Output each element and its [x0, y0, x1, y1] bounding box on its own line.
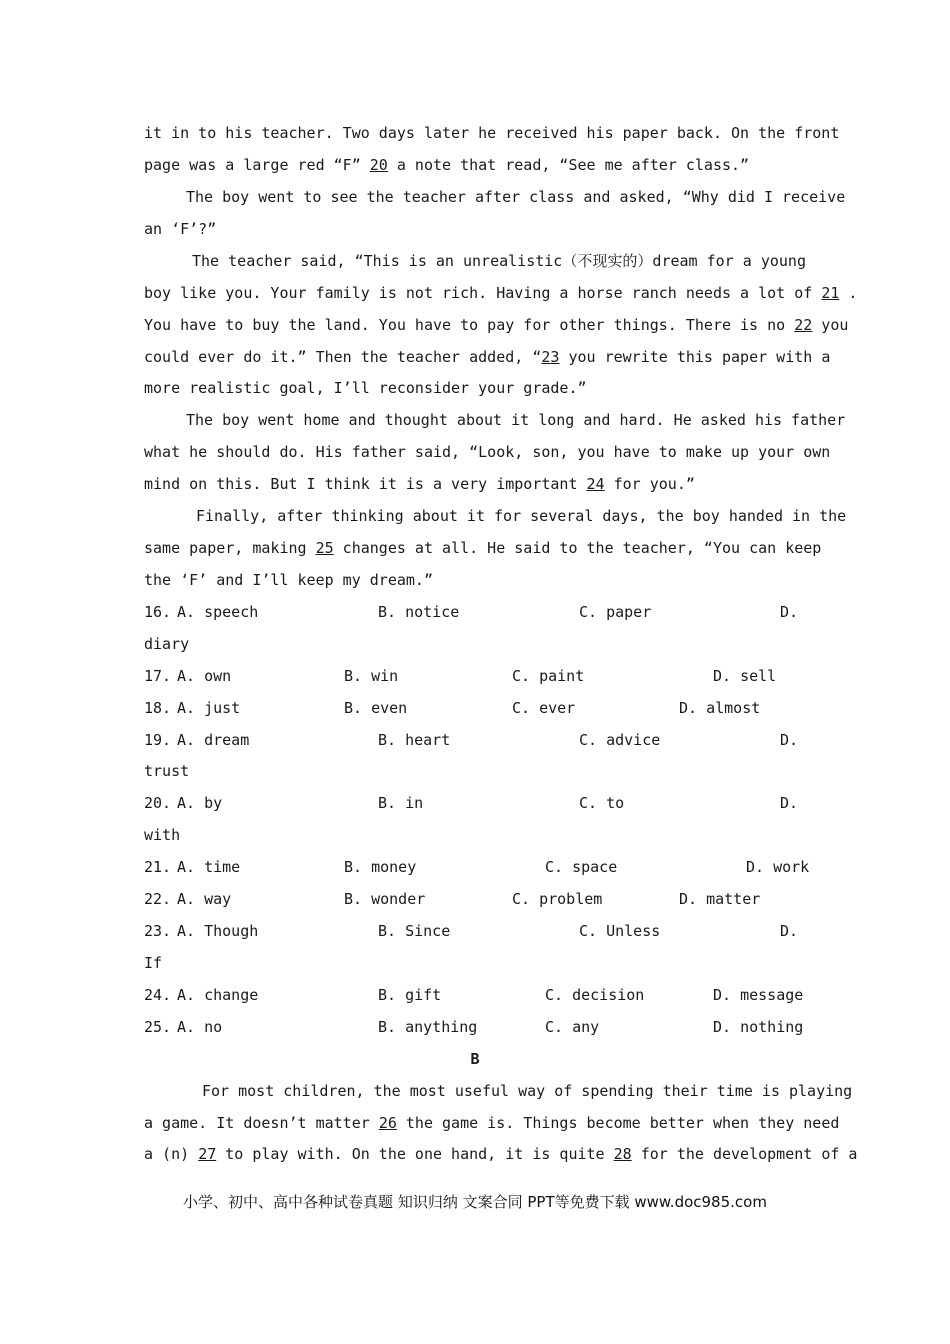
- question-number: 20.: [144, 794, 172, 812]
- option-b: B. money: [344, 858, 417, 876]
- passage-line: The boy went to see the teacher after class and asked, “Why did I receive: [186, 188, 846, 206]
- option-c: C. to: [579, 794, 625, 812]
- option-b: B. notice: [378, 603, 460, 621]
- passage-line: boy like you. Your family is not rich. Having a horse ranch needs a lot of 21 .: [144, 284, 858, 302]
- option-d: D.: [780, 794, 799, 812]
- option-d-text: trust: [144, 762, 190, 780]
- blank-24: 24: [586, 475, 605, 493]
- option-a: A. dream: [177, 731, 250, 749]
- passage-line: page was a large red “F” 20 a note that read, “See me after class.”: [144, 156, 750, 174]
- option-b: B. win: [344, 667, 399, 685]
- option-b: B. wonder: [344, 890, 426, 908]
- question-number: 17.: [144, 667, 172, 685]
- option-b: B. gift: [378, 986, 442, 1004]
- passage-line: could ever do it.” Then the teacher added, “23 you rewrite this paper with a: [144, 348, 831, 366]
- passage-line: mind on this. But I think it is a very important 24 for you.”: [144, 475, 695, 493]
- passage-line: what he should do. His father said, “Look, son, you have to make up your own: [144, 443, 831, 461]
- option-a: A. way: [177, 890, 232, 908]
- passage-line: it in to his teacher. Two days later he received his paper back. On the front: [144, 124, 840, 142]
- option-b: B. heart: [378, 731, 451, 749]
- blank-28: 28: [613, 1145, 632, 1163]
- question-number: 19.: [144, 731, 172, 749]
- option-c: C. space: [545, 858, 618, 876]
- blank-27: 27: [198, 1145, 217, 1163]
- option-c: C. problem: [512, 890, 603, 908]
- question-number: 24.: [144, 986, 172, 1004]
- option-c: C. decision: [545, 986, 645, 1004]
- option-d-text: diary: [144, 635, 190, 653]
- blank-26: 26: [378, 1114, 397, 1132]
- blank-23: 23: [541, 348, 560, 366]
- option-d: D. matter: [679, 890, 761, 908]
- blank-22: 22: [794, 316, 813, 334]
- option-b: B. anything: [378, 1018, 478, 1036]
- option-d-text: with: [144, 826, 181, 844]
- question-number: 25.: [144, 1018, 172, 1036]
- question-number: 23.: [144, 922, 172, 940]
- option-d: D. sell: [713, 667, 777, 685]
- option-a: A. just: [177, 699, 241, 717]
- passage-line: The teacher said, “This is an unrealistic（不现实的）dream for a young: [192, 252, 806, 270]
- passage-line: You have to buy the land. You have to pay for other things. There is no 22 you: [144, 316, 849, 334]
- option-a: A. by: [177, 794, 223, 812]
- option-b: B. even: [344, 699, 408, 717]
- question-number: 18.: [144, 699, 172, 717]
- question-number: 21.: [144, 858, 172, 876]
- option-d: D.: [780, 731, 799, 749]
- section-heading: B: [470, 1050, 480, 1068]
- question-number: 16.: [144, 603, 172, 621]
- option-c: C. paper: [579, 603, 652, 621]
- option-a: A. no: [177, 1018, 223, 1036]
- option-c: C. Unless: [579, 922, 661, 940]
- passage-line: more realistic goal, I’ll reconsider your grade.”: [144, 379, 587, 397]
- passage-line: Finally, after thinking about it for several days, the boy handed in the: [196, 507, 847, 525]
- option-a: A. own: [177, 667, 232, 685]
- option-a: A. Though: [177, 922, 259, 940]
- option-d: D. nothing: [713, 1018, 804, 1036]
- option-d: D.: [780, 603, 799, 621]
- blank-21: 21: [821, 284, 840, 302]
- passage-line: an ‘F’?”: [144, 220, 217, 238]
- question-number: 22.: [144, 890, 172, 908]
- passage-line: a (n) 27 to play with. On the one hand, it is quite 28 for the development of a: [144, 1145, 858, 1163]
- passage-line: For most children, the most useful way of spending their time is playing: [202, 1082, 853, 1100]
- blank-25: 25: [315, 539, 334, 557]
- option-d: D. work: [746, 858, 810, 876]
- passage-line: The boy went home and thought about it long and hard. He asked his father: [186, 411, 846, 429]
- option-c: C. any: [545, 1018, 600, 1036]
- passage-line: the ‘F’ and I’ll keep my dream.”: [144, 571, 433, 589]
- option-c: C. ever: [512, 699, 576, 717]
- option-c: C. advice: [579, 731, 661, 749]
- blank-20: 20: [369, 156, 388, 174]
- option-d: D. message: [713, 986, 804, 1004]
- option-d: D.: [780, 922, 799, 940]
- option-a: A. speech: [177, 603, 259, 621]
- option-b: B. Since: [378, 922, 451, 940]
- option-d-text: If: [144, 954, 163, 972]
- option-d: D. almost: [679, 699, 761, 717]
- option-b: B. in: [378, 794, 424, 812]
- option-c: C. paint: [512, 667, 585, 685]
- passage-line: same paper, making 25 changes at all. He said to the teacher, “You can keep: [144, 539, 822, 557]
- passage-line: a game. It doesn’t matter 26 the game is. Things become better when they need: [144, 1114, 840, 1132]
- option-a: A. time: [177, 858, 241, 876]
- footer-banner: 小学、初中、高中各种试卷真题 知识归纳 文案合同 PPT等免费下载 www.doc985.com: [183, 1193, 767, 1211]
- option-a: A. change: [177, 986, 259, 1004]
